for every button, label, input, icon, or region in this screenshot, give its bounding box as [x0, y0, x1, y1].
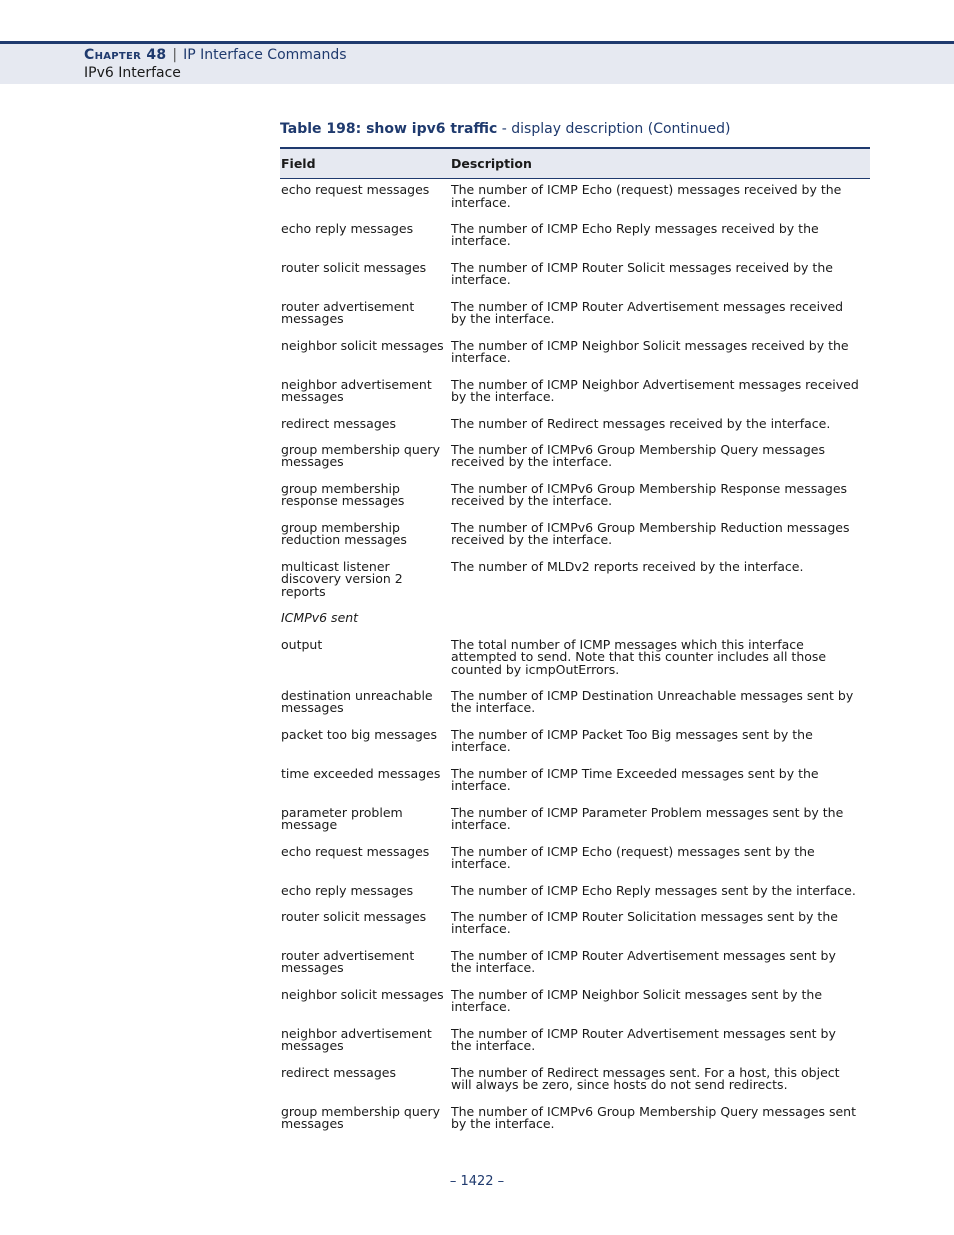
description-cell: The number of ICMP Neighbor Advertisement messages received by the interface.	[451, 376, 859, 404]
field-cell: router solicit messages	[281, 908, 427, 924]
table-row	[280, 984, 870, 1023]
description-cell: The number of ICMPv6 Group Membership Query messages sent by the interface.	[451, 1103, 856, 1131]
table-caption	[280, 121, 731, 137]
table-row	[280, 763, 870, 802]
table-caption-text: - display description (Continued)	[497, 121, 731, 137]
table-row	[280, 724, 870, 763]
field-cell: router advertisement messages	[281, 947, 415, 975]
description-cell: The number of ICMP Packet Too Big messages sent by the interface.	[451, 726, 813, 754]
field-cell: multicast listener discovery version 2 reports	[281, 558, 403, 599]
table-number: Table 198: show ipv6 traffic	[280, 121, 498, 137]
table-row	[280, 556, 870, 607]
table-row	[280, 413, 870, 439]
field-cell: echo reply messages	[281, 882, 414, 898]
field-cell: group membership reduction messages	[281, 519, 407, 547]
column-header-field: Field	[280, 148, 450, 179]
table-row	[280, 1101, 870, 1140]
page-number: – 1422 –	[449, 1174, 505, 1189]
table-row	[280, 218, 870, 257]
description-cell: The number of ICMP Router Solicit messages received by the interface.	[451, 259, 833, 287]
table-row	[280, 634, 870, 685]
description-cell: The number of ICMP Destination Unreachable messages sent by the interface.	[451, 687, 854, 715]
table-row	[280, 1023, 870, 1062]
table-row	[280, 296, 870, 335]
field-cell: redirect messages	[281, 1064, 396, 1080]
chapter-label: Chapter 48	[84, 47, 167, 63]
description-cell: The number of ICMP Neighbor Solicit messages sent by the interface.	[451, 986, 823, 1014]
description-cell: The number of ICMP Echo Reply messages sent by the interface.	[451, 882, 856, 898]
table-row	[280, 257, 870, 296]
description-table	[280, 147, 870, 1140]
field-cell: neighbor advertisement messages	[281, 376, 432, 404]
header-separator: |	[172, 47, 178, 63]
table-row	[280, 607, 870, 634]
description-cell: The number of ICMP Router Advertisement messages received by the interface.	[451, 298, 844, 326]
table-row	[280, 478, 870, 517]
table-row	[280, 906, 870, 945]
table-row	[280, 335, 870, 374]
field-cell: parameter problem message	[281, 804, 403, 832]
table-row	[280, 880, 870, 906]
description-cell: The total number of ICMP messages which this interface attempted to send. Note that this counter includes all those counted by icmpOutErrors.	[451, 636, 827, 677]
table-body	[280, 179, 870, 1140]
field-cell: router advertisement messages	[281, 298, 415, 326]
table-row	[280, 439, 870, 478]
field-cell: neighbor advertisement messages	[281, 1025, 432, 1053]
column-header-description: Description	[450, 148, 870, 179]
description-cell: The number of ICMP Echo (request) messages received by the interface.	[451, 182, 842, 210]
table-row	[280, 945, 870, 984]
description-cell: The number of ICMPv6 Group Membership Reduction messages received by the interface.	[451, 519, 850, 547]
field-cell: packet too big messages	[281, 726, 437, 742]
table-row	[280, 841, 870, 880]
chapter-line	[84, 47, 347, 63]
field-cell: time exceeded messages	[281, 765, 441, 781]
description-cell: The number of ICMP Echo (request) messages sent by the interface.	[451, 843, 815, 871]
field-cell: router solicit messages	[281, 259, 427, 275]
description-cell: The number of ICMPv6 Group Membership Response messages received by the interface.	[451, 480, 848, 508]
description-cell: The number of ICMP Neighbor Solicit messages received by the interface.	[451, 337, 849, 365]
field-cell: neighbor solicit messages	[281, 986, 444, 1002]
table-row	[280, 802, 870, 841]
field-cell: destination unreachable messages	[281, 687, 433, 715]
field-cell: echo request messages	[281, 843, 430, 859]
description-cell: The number of ICMP Router Solicitation messages sent by the interface.	[451, 908, 838, 936]
description-cell: The number of ICMP Echo Reply messages received by the interface.	[451, 220, 819, 248]
section-title: IPv6 Interface	[84, 65, 181, 81]
chapter-title: IP Interface Commands	[183, 47, 347, 63]
description-cell: The number of Redirect messages received by the interface.	[451, 415, 831, 431]
table-row	[280, 685, 870, 724]
field-cell: echo request messages	[281, 182, 430, 197]
table-row	[280, 179, 870, 218]
field-cell: echo reply messages	[281, 220, 414, 236]
table-row	[280, 517, 870, 556]
field-cell: group membership query messages	[281, 441, 440, 469]
description-cell: The number of Redirect messages sent. For a host, this object will always be zero, since hosts do not send redirects.	[451, 1064, 840, 1092]
description-cell: The number of ICMP Time Exceeded messages sent by the interface.	[451, 765, 819, 793]
table-row	[280, 374, 870, 413]
description-cell: The number of ICMP Parameter Problem messages sent by the interface.	[451, 804, 844, 832]
table-header-row	[280, 148, 870, 179]
description-cell: The number of ICMP Router Advertisement messages sent by the interface.	[451, 1025, 836, 1053]
field-cell: group membership response messages	[281, 480, 405, 508]
page-header	[0, 41, 954, 84]
field-cell: group membership query messages	[281, 1103, 440, 1131]
section-label: ICMPv6 sent	[281, 609, 359, 625]
description-cell: The number of ICMPv6 Group Membership Query messages received by the interface.	[451, 441, 825, 469]
field-cell: neighbor solicit messages	[281, 337, 444, 353]
description-cell: The number of MLDv2 reports received by the interface.	[451, 558, 804, 574]
field-cell: output	[281, 636, 323, 652]
description-cell	[450, 607, 870, 634]
table-row	[280, 1062, 870, 1101]
field-cell: redirect messages	[281, 415, 396, 431]
description-cell: The number of ICMP Router Advertisement messages sent by the interface.	[451, 947, 836, 975]
